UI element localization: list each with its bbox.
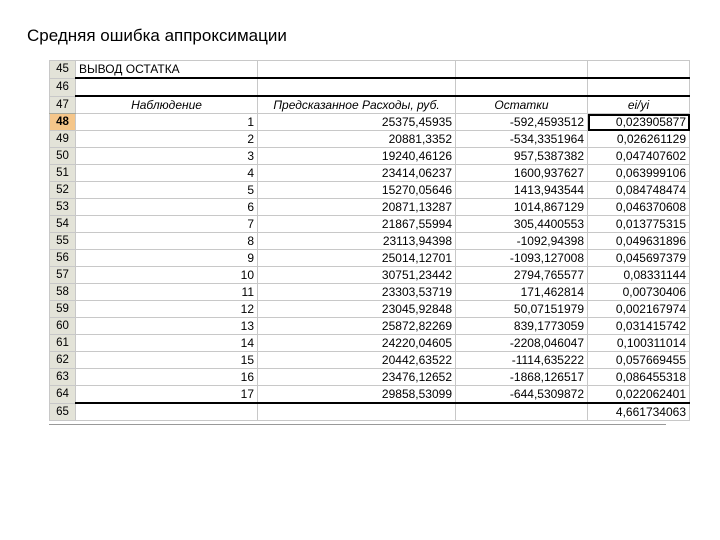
section-row — [50, 61, 690, 79]
cell[interactable] — [76, 78, 258, 96]
observation-cell[interactable]: 10 — [76, 267, 258, 284]
relative-error-cell[interactable]: 0,100311014 — [588, 335, 690, 352]
row-header[interactable]: 58 — [50, 284, 76, 301]
relative-error-cell[interactable]: 0,086455318 — [588, 369, 690, 386]
relative-error-cell[interactable]: 0,047407602 — [588, 148, 690, 165]
observation-cell[interactable]: 4 — [76, 165, 258, 182]
table-row — [50, 301, 690, 318]
residual-cell[interactable]: -1092,94398 — [456, 233, 588, 250]
observation-cell[interactable]: 2 — [76, 131, 258, 148]
residual-cell[interactable]: -1868,126517 — [456, 369, 588, 386]
observation-cell[interactable]: 15 — [76, 352, 258, 369]
predicted-cell[interactable]: 21867,55994 — [258, 216, 456, 233]
table-row — [50, 250, 690, 267]
spreadsheet-grid — [49, 60, 690, 421]
row-header[interactable]: 49 — [50, 131, 76, 148]
slide-title: Средняя ошибка аппроксимации — [27, 26, 287, 45]
row-header[interactable]: 50 — [50, 148, 76, 165]
table-row — [50, 335, 690, 352]
header-predicted[interactable]: Предсказанное Расходы, руб. — [258, 96, 456, 114]
observation-cell[interactable]: 1 — [76, 114, 258, 131]
predicted-cell[interactable]: 24220,04605 — [258, 335, 456, 352]
residual-cell[interactable]: -592,4593512 — [456, 114, 588, 131]
row-header[interactable]: 56 — [50, 250, 76, 267]
predicted-cell[interactable]: 20871,13287 — [258, 199, 456, 216]
row-header[interactable]: 47 — [50, 96, 76, 114]
table-row — [50, 318, 690, 335]
residual-cell[interactable]: 305,4400553 — [456, 216, 588, 233]
row-header[interactable]: 60 — [50, 318, 76, 335]
row-header[interactable]: 59 — [50, 301, 76, 318]
table-row — [50, 386, 690, 404]
relative-error-cell[interactable]: 0,00730406 — [588, 284, 690, 301]
predicted-cell[interactable]: 23303,53719 — [258, 284, 456, 301]
predicted-cell[interactable]: 20881,3352 — [258, 131, 456, 148]
observation-cell[interactable]: 3 — [76, 148, 258, 165]
section-title-cell[interactable]: ВЫВОД ОСТАТКА — [76, 61, 258, 79]
relative-error-cell[interactable]: 0,045697379 — [588, 250, 690, 267]
residual-cell[interactable]: 839,1773059 — [456, 318, 588, 335]
row-header[interactable]: 54 — [50, 216, 76, 233]
observation-cell[interactable]: 5 — [76, 182, 258, 199]
blank-row — [50, 78, 690, 96]
relative-error-cell[interactable]: 0,084748474 — [588, 182, 690, 199]
row-header[interactable]: 46 — [50, 78, 76, 96]
cell[interactable] — [456, 403, 588, 421]
column-header-row — [50, 96, 690, 114]
predicted-cell[interactable]: 25375,45935 — [258, 114, 456, 131]
cell[interactable] — [76, 403, 258, 421]
row-header[interactable]: 51 — [50, 165, 76, 182]
total-value-cell[interactable]: 4,661734063 — [588, 403, 690, 421]
row-header[interactable]: 52 — [50, 182, 76, 199]
predicted-cell[interactable]: 19240,46126 — [258, 148, 456, 165]
residual-cell[interactable]: 171,462814 — [456, 284, 588, 301]
spreadsheet[interactable] — [49, 60, 692, 426]
relative-error-cell[interactable]: 0,002167974 — [588, 301, 690, 318]
residual-cell[interactable]: 1413,943544 — [456, 182, 588, 199]
cell[interactable] — [588, 61, 690, 79]
header-observation[interactable]: Наблюдение — [76, 96, 258, 114]
table-row — [50, 165, 690, 182]
relative-error-cell[interactable]: 0,063999106 — [588, 165, 690, 182]
residual-cell[interactable]: -534,3351964 — [456, 131, 588, 148]
relative-error-cell[interactable]: 0,026261129 — [588, 131, 690, 148]
row-header[interactable]: 61 — [50, 335, 76, 352]
observation-cell[interactable]: 14 — [76, 335, 258, 352]
observation-cell[interactable]: 11 — [76, 284, 258, 301]
relative-error-cell[interactable]: 0,08331144 — [588, 267, 690, 284]
residual-cell[interactable]: -644,5309872 — [456, 386, 588, 404]
observation-cell[interactable]: 9 — [76, 250, 258, 267]
cell[interactable] — [258, 403, 456, 421]
relative-error-cell[interactable]: 0,022062401 — [588, 386, 690, 404]
cell[interactable] — [258, 78, 456, 96]
sheet-bottom-edge — [49, 424, 666, 425]
predicted-cell[interactable]: 23414,06237 — [258, 165, 456, 182]
predicted-cell[interactable]: 25872,82269 — [258, 318, 456, 335]
observation-cell[interactable]: 7 — [76, 216, 258, 233]
row-header[interactable]: 62 — [50, 352, 76, 369]
row-header[interactable]: 45 — [50, 61, 76, 79]
table-row — [50, 352, 690, 369]
row-header[interactable]: 64 — [50, 386, 76, 404]
row-header[interactable]: 55 — [50, 233, 76, 250]
relative-error-cell[interactable]: 0,046370608 — [588, 199, 690, 216]
cell[interactable] — [456, 61, 588, 79]
residual-cell[interactable]: 1014,867129 — [456, 199, 588, 216]
relative-error-cell[interactable]: 0,057669455 — [588, 352, 690, 369]
residual-cell[interactable]: -1114,635222 — [456, 352, 588, 369]
table-row — [50, 131, 690, 148]
observation-cell[interactable]: 13 — [76, 318, 258, 335]
relative-error-cell[interactable]: 0,031415742 — [588, 318, 690, 335]
predicted-cell[interactable]: 23113,94398 — [258, 233, 456, 250]
residual-cell[interactable]: 2794,765577 — [456, 267, 588, 284]
observation-cell[interactable]: 12 — [76, 301, 258, 318]
relative-error-cell[interactable]: 0,023905877 — [588, 114, 690, 131]
table-row — [50, 216, 690, 233]
table-row — [50, 233, 690, 250]
predicted-cell[interactable]: 30751,23442 — [258, 267, 456, 284]
table-row — [50, 267, 690, 284]
residual-cell[interactable]: -2208,046047 — [456, 335, 588, 352]
cell[interactable] — [456, 78, 588, 96]
row-header[interactable]: 57 — [50, 267, 76, 284]
predicted-cell[interactable]: 25014,12701 — [258, 250, 456, 267]
predicted-cell[interactable]: 23045,92848 — [258, 301, 456, 318]
predicted-cell[interactable]: 20442,63522 — [258, 352, 456, 369]
residual-cell[interactable]: -1093,127008 — [456, 250, 588, 267]
row-header[interactable]: 65 — [50, 403, 76, 421]
residual-cell[interactable]: 957,5387382 — [456, 148, 588, 165]
observation-cell[interactable]: 8 — [76, 233, 258, 250]
header-relative-error[interactable]: ei/yi — [588, 96, 690, 114]
cell[interactable] — [588, 78, 690, 96]
row-header[interactable]: 53 — [50, 199, 76, 216]
relative-error-cell[interactable]: 0,013775315 — [588, 216, 690, 233]
row-header[interactable]: 48 — [50, 114, 76, 131]
predicted-cell[interactable]: 29858,53099 — [258, 386, 456, 404]
residual-cell[interactable]: 1600,937627 — [456, 165, 588, 182]
row-header[interactable]: 63 — [50, 369, 76, 386]
table-row — [50, 182, 690, 199]
observation-cell[interactable]: 16 — [76, 369, 258, 386]
relative-error-cell[interactable]: 0,049631896 — [588, 233, 690, 250]
predicted-cell[interactable]: 23476,12652 — [258, 369, 456, 386]
table-row — [50, 199, 690, 216]
table-row — [50, 369, 690, 386]
header-residuals[interactable]: Остатки — [456, 96, 588, 114]
total-row — [50, 403, 690, 421]
table-row — [50, 148, 690, 165]
observation-cell[interactable]: 17 — [76, 386, 258, 404]
table-row — [50, 284, 690, 301]
residual-cell[interactable]: 50,07151979 — [456, 301, 588, 318]
table-row — [50, 114, 690, 131]
cell[interactable] — [258, 61, 456, 79]
predicted-cell[interactable]: 15270,05646 — [258, 182, 456, 199]
observation-cell[interactable]: 6 — [76, 199, 258, 216]
